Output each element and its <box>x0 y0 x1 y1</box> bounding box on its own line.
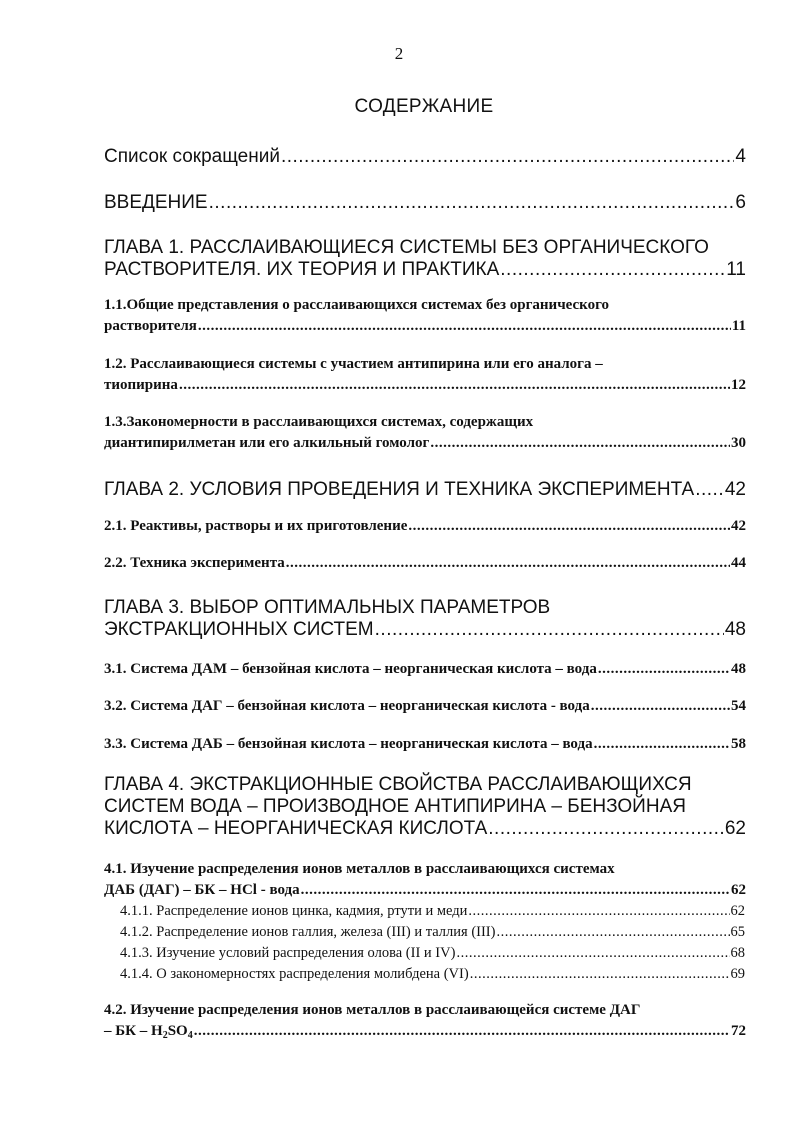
dot-leader <box>468 901 729 921</box>
toc-entry-line: ГЛАВА 4. ЭКСТРАКЦИОННЫЕ СВОЙСТВА РАССЛАИВАЮЩИХСЯ <box>104 774 692 795</box>
dot-leader <box>179 375 730 396</box>
toc-entry-text: 2.2. Техника эксперимента <box>104 555 285 571</box>
dot-leader <box>209 192 735 214</box>
toc-page-number: 11 <box>731 318 746 334</box>
toc-page-number: 48 <box>724 619 746 640</box>
dot-leader <box>281 146 734 168</box>
toc-entry-text: РАСТВОРИТЕЛЯ. ИХ ТЕОРИЯ И ПРАКТИКА <box>104 259 500 280</box>
toc-entry-text: ЭКСТРАКЦИОННЫХ СИСТЕМ <box>104 619 374 640</box>
dot-leader <box>594 734 730 755</box>
toc-entry-subsection-4-1-2[interactable] <box>120 922 745 942</box>
toc-entry-text: 3.3. Система ДАБ – бензойная кислота – неорганическая кислота – вода <box>104 736 593 752</box>
dot-leader <box>430 433 730 454</box>
dot-leader <box>591 696 730 717</box>
formula-prefix: – БК – H <box>104 1023 163 1039</box>
dot-leader <box>301 880 730 901</box>
toc-entry-text: ДАБ (ДАГ) – БК – HCl - вода <box>104 882 300 898</box>
toc-entry-subsection-4-1-4[interactable] <box>120 964 745 984</box>
dot-leader <box>408 516 730 537</box>
toc-page-number: 62 <box>730 903 745 919</box>
dot-leader <box>488 818 724 840</box>
toc-entry-subsection-4-1-1[interactable] <box>120 901 745 921</box>
toc-page-number: 48 <box>731 661 746 677</box>
dot-leader <box>695 479 724 501</box>
toc-page-number: 4 <box>735 146 746 167</box>
toc-entry-text: ВВЕДЕНИЕ <box>104 192 208 213</box>
formula-mid: SO <box>167 1023 188 1039</box>
toc-entry-section-4-1[interactable] <box>104 859 746 901</box>
toc-entry-abbreviations[interactable] <box>104 146 746 168</box>
toc-page-number: 65 <box>730 924 745 940</box>
toc-entry-introduction[interactable] <box>104 192 746 214</box>
toc-entry-chapter-1[interactable] <box>104 237 746 281</box>
toc-page-number: 68 <box>730 945 745 961</box>
toc-entry-section-3-1[interactable] <box>104 659 746 680</box>
toc-entry-text: 4.1.3. Изучение условий распределения олова (II и IV) <box>120 945 456 961</box>
toc-entry-line: ГЛАВА 3. ВЫБОР ОПТИМАЛЬНЫХ ПАРАМЕТРОВ <box>104 597 551 618</box>
toc-entry-text: ГЛАВА 2. УСЛОВИЯ ПРОВЕДЕНИЯ И ТЕХНИКА ЭКСПЕРИМЕНТА <box>104 479 695 500</box>
toc-entry-line: 1.3.Закономерности в расслаивающихся системах, содержащих <box>104 414 534 430</box>
toc-entry-section-1-3[interactable] <box>104 412 746 454</box>
toc-entry-line: 1.2. Расслаивающиеся системы с участием антипирина или его аналога – <box>104 356 603 372</box>
toc-page-number: 72 <box>731 1023 746 1039</box>
dot-leader <box>598 659 730 680</box>
toc-entry-chapter-3[interactable] <box>104 597 746 641</box>
dot-leader <box>496 922 729 942</box>
dot-leader <box>194 1021 730 1042</box>
dot-leader <box>470 964 730 984</box>
toc-entry-text: 3.2. Система ДАГ – бензойная кислота – неорганическая кислота - вода <box>104 698 590 714</box>
toc-entry-text <box>104 1021 193 1042</box>
page-number: 2 <box>394 44 404 63</box>
toc-entry-section-4-2[interactable] <box>104 1000 746 1042</box>
toc-page-number: 54 <box>731 698 746 714</box>
toc-page-number: 30 <box>731 435 746 451</box>
toc-entry-text: Список сокращений <box>104 146 280 167</box>
toc-entry-subsection-4-1-3[interactable] <box>120 943 745 963</box>
toc-entry-text: 4.1.1. Распределение ионов цинка, кадмия, ртути и меди <box>120 903 468 919</box>
dot-leader <box>375 619 724 641</box>
toc-page-number: 58 <box>731 736 746 752</box>
toc-page-number: 62 <box>724 818 746 839</box>
toc-entry-text: 3.1. Система ДАМ – бензойная кислота – неорганическая кислота – вода <box>104 661 597 677</box>
toc-page-number: 42 <box>731 518 746 534</box>
toc-page-number: 42 <box>724 479 746 500</box>
toc-entry-line: 1.1.Общие представления о расслаивающихся системах без органического <box>104 297 610 313</box>
toc-page-number: 69 <box>730 966 745 982</box>
toc-page-number: 11 <box>726 259 746 280</box>
toc-entry-line: ГЛАВА 1. РАССЛАИВАЮЩИЕСЯ СИСТЕМЫ БЕЗ ОРГАНИЧЕСКОГО <box>104 237 709 258</box>
toc-entry-text: 2.1. Реактивы, растворы и их приготовление <box>104 518 408 534</box>
toc-page-number: 62 <box>731 882 746 898</box>
toc-entry-text: тиопирина <box>104 377 178 393</box>
toc-entry-section-2-1[interactable] <box>104 516 746 537</box>
toc-entry-section-3-3[interactable] <box>104 734 746 755</box>
toc-title: СОДЕРЖАНИЕ <box>354 96 494 117</box>
toc-page-number: 12 <box>731 377 746 393</box>
toc-page-number: 44 <box>731 555 746 571</box>
toc-entry-line: СИСТЕМ ВОДА – ПРОИЗВОДНОЕ АНТИПИРИНА – БЕНЗОЙНАЯ <box>104 796 686 817</box>
subscript: 2 <box>162 1030 168 1041</box>
toc-entry-chapter-4[interactable] <box>104 774 746 840</box>
toc-entry-chapter-2[interactable] <box>104 479 746 501</box>
toc-entry-text: диантипирилметан или его алкильный гомолог <box>104 435 430 451</box>
dot-leader <box>500 259 725 281</box>
toc-entry-line: 4.2. Изучение распределения ионов металлов в расслаивающейся системе ДАГ <box>104 1002 641 1018</box>
dot-leader <box>198 316 731 337</box>
dot-leader <box>456 943 729 963</box>
toc-entry-text: 4.1.2. Распределение ионов галлия, железа (III) и таллия (III) <box>120 924 496 940</box>
toc-entry-section-3-2[interactable] <box>104 696 746 717</box>
toc-entry-text: КИСЛОТА – НЕОРГАНИЧЕСКАЯ КИСЛОТА <box>104 818 488 839</box>
toc-entry-text: растворителя <box>104 318 197 334</box>
toc-entry-line: 4.1. Изучение распределения ионов металлов в расслаивающихся системах <box>104 861 615 877</box>
subscript: 4 <box>187 1030 193 1041</box>
toc-entry-section-1-1[interactable] <box>104 295 746 337</box>
toc-entry-section-2-2[interactable] <box>104 553 746 574</box>
toc-page-number: 6 <box>735 192 746 213</box>
dot-leader <box>286 553 730 574</box>
toc-entry-section-1-2[interactable] <box>104 354 746 396</box>
toc-entry-text: 4.1.4. О закономерностях распределения молибдена (VI) <box>120 966 469 982</box>
